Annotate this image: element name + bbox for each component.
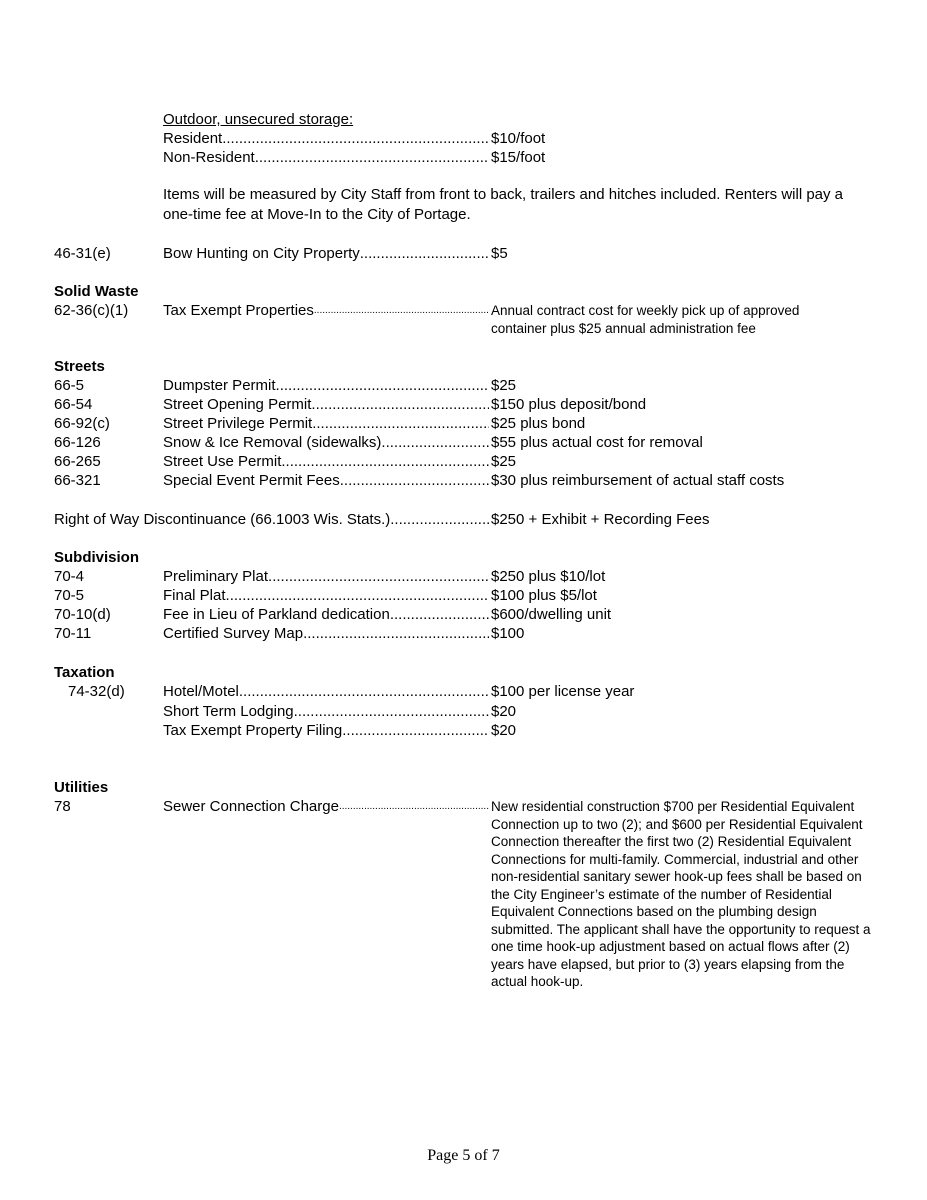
table-row: [163, 702, 489, 721]
row-fee: $25 plus bond: [491, 415, 586, 432]
row-code: 70-11: [54, 625, 92, 642]
solid-waste-row: [163, 301, 489, 320]
solid-waste-label: Tax Exempt Properties: [163, 302, 314, 319]
row-code: 66-265: [54, 453, 101, 470]
row-fee: $20: [491, 722, 517, 739]
row-fee: $30 plus reimbursement of actual staff costs: [491, 472, 785, 489]
row-code: 66-321: [54, 472, 101, 489]
row-label: Street Opening Permit: [163, 396, 312, 413]
row-label: Final Plat: [163, 587, 226, 604]
row-fee: $100: [491, 625, 525, 642]
row-label: Short Term Lodging: [163, 702, 294, 720]
row-label: Special Event Permit Fees: [163, 472, 340, 489]
storage-resident-fee: $10/foot: [491, 130, 546, 147]
table-row: [163, 682, 489, 701]
solid-waste-heading: Solid Waste: [54, 283, 139, 300]
table-row: [163, 376, 489, 395]
table-row: [163, 452, 489, 471]
table-row: [163, 395, 489, 414]
row-label: Certified Survey Map: [163, 625, 304, 642]
streets-heading: Streets: [54, 358, 105, 375]
table-row: [163, 624, 489, 643]
solid-waste-fee-line1: Annual contract cost for weekly pick up of approved: [491, 303, 800, 318]
storage-note: Items will be measured by City Staff from front to back, trailers and hitches included. Renters will pay a one-time fee at Move-In to the City of Portage.: [163, 186, 844, 223]
row-fee: $25: [491, 377, 517, 394]
row-fee: $600/dwelling unit: [491, 606, 612, 623]
row-code: 70-10(d): [54, 606, 111, 623]
row-code: 66-5: [54, 377, 85, 394]
subdivision-heading: Subdivision: [54, 549, 140, 566]
row-fee: $55 plus actual cost for removal: [491, 434, 703, 451]
row-discontinuance-fee: $250 + Exhibit + Recording Fees: [491, 511, 710, 528]
utilities-heading: Utilities: [54, 779, 109, 796]
table-row: [163, 605, 489, 624]
row-code: 66-54: [54, 396, 93, 413]
storage-nonresident-fee: $15/foot: [491, 149, 546, 166]
row-label: Street Use Permit: [163, 453, 282, 470]
utilities-label: Sewer Connection Charge: [163, 798, 339, 815]
table-row: [163, 433, 489, 452]
storage-resident-row: [163, 129, 489, 148]
bow-code: 46-31(e): [54, 245, 111, 262]
storage-resident-label: Resident: [163, 130, 223, 147]
row-label: Hotel/Motel: [163, 683, 239, 700]
row-code: 70-4: [54, 568, 85, 585]
row-discontinuance-label: Right of Way Discontinuance (66.1003 Wis. Stats.): [54, 511, 391, 528]
table-row: [163, 471, 489, 490]
solid-waste-code: 62-36(c)(1): [54, 302, 129, 319]
table-row: [163, 586, 489, 605]
row-fee: $20: [491, 702, 517, 720]
utilities-code: 78: [54, 798, 71, 815]
solid-waste-fee-line2: container plus $25 annual administration fee: [491, 321, 756, 336]
row-discontinuance-row: [54, 510, 489, 529]
table-row: [163, 414, 489, 433]
bow-row: [163, 244, 489, 263]
row-code: 66-92(c): [54, 415, 110, 432]
row-label: Snow & Ice Removal (sidewalks): [163, 434, 382, 451]
row-code: 70-5: [54, 587, 85, 604]
storage-heading: Outdoor, unsecured storage:: [163, 111, 354, 128]
page-number: Page 5 of 7: [427, 1147, 500, 1164]
row-fee: $150 plus deposit/bond: [491, 396, 647, 413]
row-code: 66-126: [54, 434, 101, 451]
row-label: Street Privilege Permit: [163, 415, 313, 432]
row-label: Preliminary Plat: [163, 568, 269, 585]
bow-label: Bow Hunting on City Property: [163, 245, 360, 262]
storage-nonresident-row: [163, 148, 489, 167]
taxation-heading: Taxation: [54, 664, 115, 681]
row-fee: $250 plus $10/lot: [491, 568, 606, 585]
table-row: [163, 567, 489, 586]
storage-nonresident-label: Non-Resident: [163, 149, 255, 166]
row-code: 74-32(d): [68, 683, 125, 700]
row-fee: $25: [491, 453, 517, 470]
row-fee: $100 per license year: [491, 683, 635, 700]
utilities-fee: New residential construction $700 per Residential Equivalent Connection up to two (2); and $600 per Residential Equivalent Connection thereafter the first two (2) Residential Equivalent Connections for multi-family. Commercial, industrial and other non-residential sanitary sewer hook-up fees shall be based on the City Engineer’s estimate of the number of Residential Equivalent Connections based on the plumbing design submitted. The applicant shall have the opportunity to request a one time hook-up adjustment based on actual flows after (2) years have elapsed, but prior to (3) years elapsing from the actual hook-up.: [491, 799, 871, 989]
row-label: Fee in Lieu of Parkland dedication: [163, 606, 390, 623]
utilities-row: [163, 797, 489, 816]
row-fee: $100 plus $5/lot: [491, 587, 597, 604]
bow-fee: $5: [491, 245, 508, 262]
table-row: [163, 721, 489, 740]
row-label: Dumpster Permit: [163, 377, 276, 394]
row-label: Tax Exempt Property Filing: [163, 722, 343, 739]
